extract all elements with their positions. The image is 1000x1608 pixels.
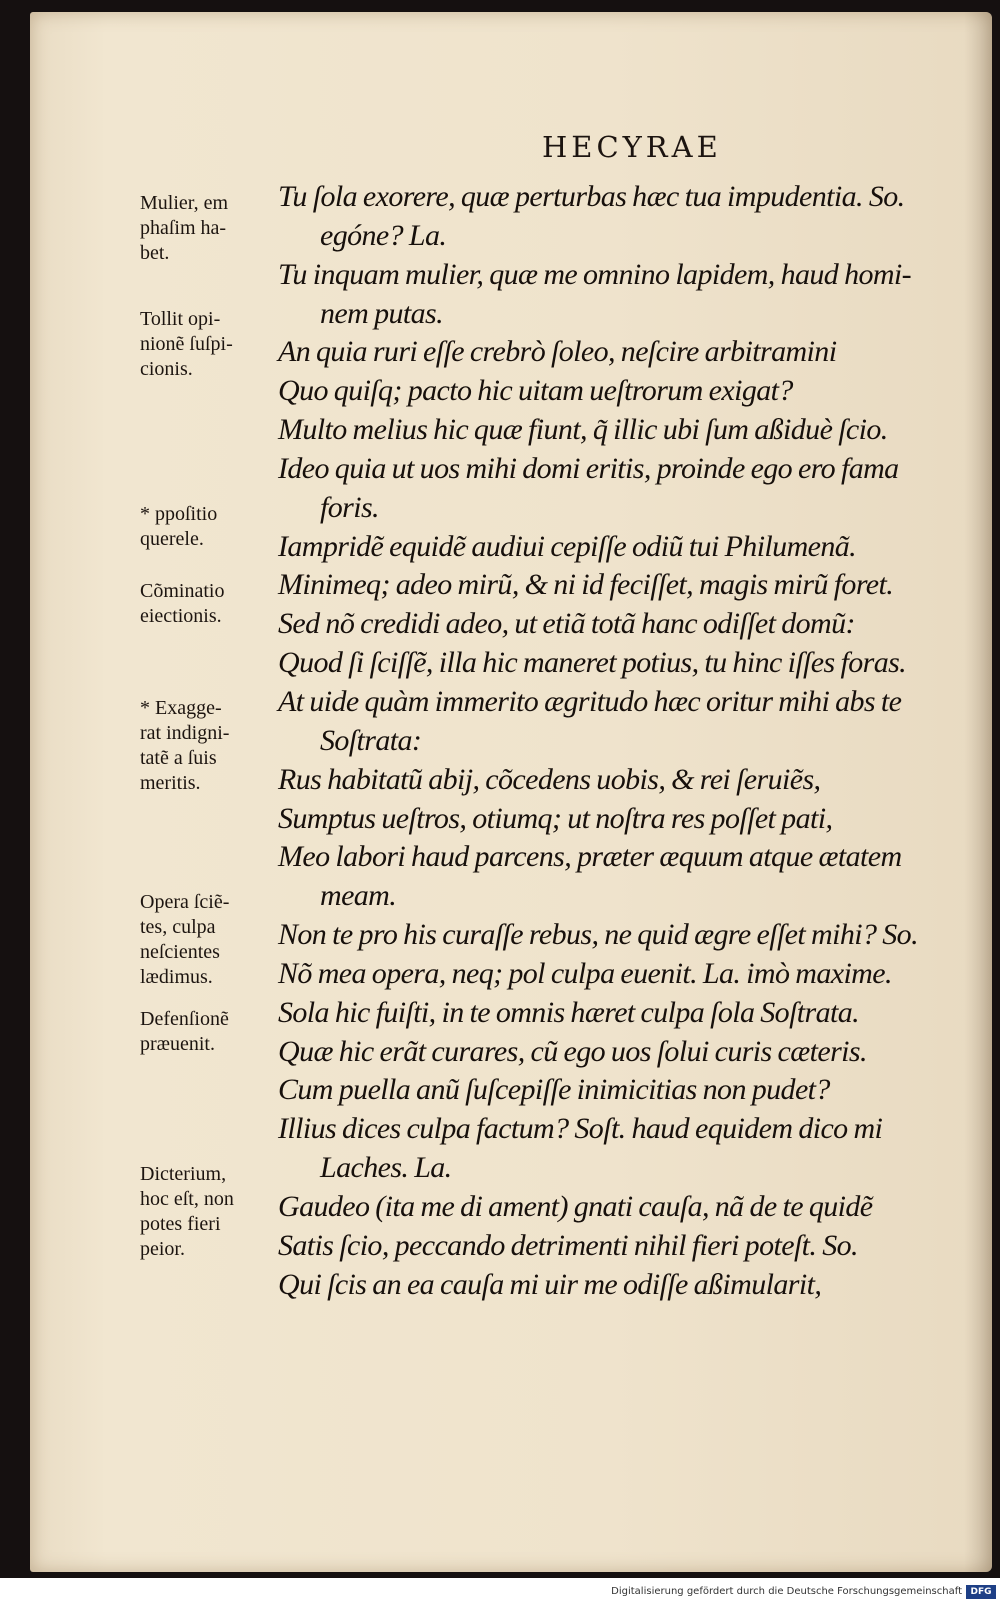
verse-line: At uide quàm immerito ægritudo hæc oritur mihi abs te (278, 684, 902, 718)
verse-line: Cum puella anũ ſuſcepiſſe inimicitias non pudet? (278, 1073, 830, 1107)
verse-line: Soſtrata: (320, 723, 422, 757)
marginal-note-line: Tollit opi- (140, 308, 221, 331)
marginal-note-line: eiectionis. (140, 605, 222, 628)
verse-line: Rus habitatũ abij, cõcedens uobis, & rei ſeruiẽs, (278, 762, 821, 796)
verse-line: Sed nõ credidi adeo, ut etiã totã hanc odiſſet domũ: (278, 607, 855, 641)
verse-line: foris. (320, 490, 379, 524)
verse-line: Satis ſcio, peccando detrimenti nihil fieri poteſt. So. (278, 1228, 858, 1262)
verse-line: An quia ruri eſſe crebrò ſoleo, neſcire arbitramini (278, 335, 837, 369)
marginal-note-line: neſcientes (140, 941, 220, 964)
verse-line: nem putas. (320, 296, 443, 330)
marginal-note (140, 502, 270, 552)
marginal-note (140, 696, 270, 796)
marginal-note (140, 307, 270, 382)
marginal-note (140, 579, 270, 629)
verse-line: Tu ſola exorere, quæ perturbas hæc tua impudentia. So. (278, 180, 905, 213)
marginal-note-line: * Exagge- (140, 696, 222, 719)
verse-line: Gaudeo (ita me di ament) gnati cauſa, nã de te quidẽ (278, 1189, 873, 1223)
marginal-note-line: Cõminatio (140, 580, 225, 603)
marginal-note (140, 1162, 270, 1262)
verse-line: Multo melius hic quæ fiunt, q̃ illic ubi ſum aßiduè ſcio. (278, 413, 888, 447)
verse-line: Qui ſcis an ea cauſa mi uir me odiſſe aßimularit, (278, 1267, 822, 1301)
verse-line: Quæ hic erãt curares, cũ ego uos ſolui curis cæteris. (278, 1034, 867, 1068)
marginal-note-line: nionẽ ſuſpi- (140, 333, 233, 356)
marginal-note-line: lædimus. (140, 966, 213, 989)
verse-line: Iampridẽ equidẽ audiui cepiſſe odiũ tui Philumenã. (278, 529, 857, 563)
marginal-note-line: Opera ſciẽ- (140, 891, 230, 914)
verse-line: Minimeq; adeo mirũ, & ni id feciſſet, magis mirũ foret. (278, 568, 894, 602)
marginal-note-line: * ppoſitio (140, 502, 218, 525)
marginal-note-line: bet. (140, 241, 170, 264)
marginal-note-line: Dicterium, (140, 1163, 227, 1186)
verse-line: Sola hic fuiſti, in te omnis hæret culpa ſola Soſtrata. (278, 995, 860, 1029)
verse-line: Quod ſi ſciſſẽ, illa hic maneret potius, tu hinc iſſes foras. (278, 646, 907, 680)
marginal-note-line: tes, culpa (140, 916, 216, 939)
verse-line: Meo labori haud parcens, præter æquum atque ætatem (278, 840, 902, 874)
verse-line: Illius dices culpa factum? Soſt. haud equidem dico mi (278, 1112, 883, 1146)
marginal-note-line: præuenit. (140, 1032, 215, 1055)
verse-line: Sumptus ueſtros, otiumq; ut noſtra res poſſet pati, (278, 801, 833, 835)
marginal-note (140, 191, 270, 266)
marginal-note (140, 890, 270, 990)
running-head: HECYRAE (542, 130, 722, 164)
marginal-note-line: meritis. (140, 771, 201, 794)
marginal-note-line: potes fieri (140, 1213, 221, 1236)
verse-line: Laches. La. (320, 1151, 452, 1185)
verse-line: meam. (320, 879, 397, 913)
marginal-note-line: Defenſionẽ (140, 1007, 229, 1030)
verse-line: Tu inquam mulier, quæ me omnino lapidem, haud homi- (278, 257, 912, 291)
verse-line: Non te pro his curaſſe rebus, ne quid ægre eſſet mihi? So. (278, 918, 918, 952)
marginal-note-line: tatẽ a ſuis (140, 746, 217, 769)
footer (0, 1578, 1000, 1608)
verse-line: Quo quiſq; pacto hic uitam ueſtrorum exigat? (278, 374, 793, 408)
funding-credit: Digitalisierung gefördert durch die Deutsche Forschungsgemeinschaft (611, 1586, 962, 1597)
verse-line: Ideo quia ut uos mihi domi eritis, proinde ego ero fama (278, 451, 899, 485)
verse-line: egóne? La. (320, 218, 447, 252)
verse-text (278, 178, 978, 1304)
marginal-note-line: hoc eſt, non (140, 1188, 234, 1211)
marginal-note-line: cionis. (140, 358, 193, 381)
marginal-note-line: Mulier, em (140, 191, 229, 214)
dfg-logo-icon: DFG (966, 1585, 996, 1599)
marginal-note (140, 1007, 270, 1057)
marginal-note-line: rat indigni- (140, 721, 230, 744)
verse-line: Nõ mea opera, neq; pol culpa euenit. La. imò maxime. (278, 956, 892, 990)
marginal-note-line: peior. (140, 1238, 185, 1261)
marginal-note-line: querele. (140, 527, 204, 550)
marginal-note-line: phaſim ha- (140, 216, 227, 239)
